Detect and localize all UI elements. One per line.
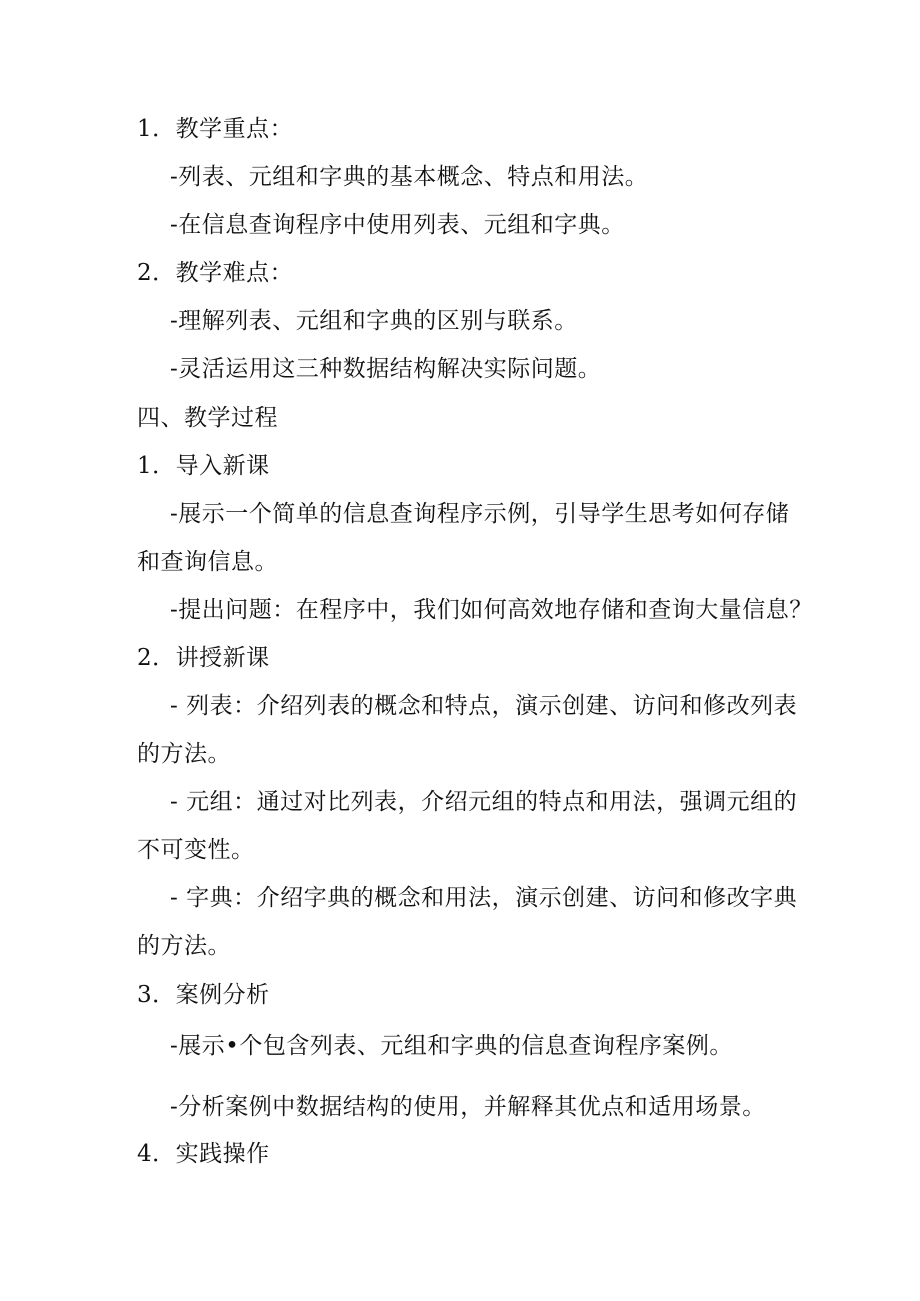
bullet-continuation: 和查询信息。 bbox=[137, 549, 278, 575]
section-heading-key-points: 1．教学重点： bbox=[137, 116, 294, 142]
bullet-item: -理解列表、元组和字典的区别与联系。 bbox=[170, 308, 578, 334]
bullet-item: -展示•个包含列表、元组和字典的信息查询程序案例。 bbox=[170, 1033, 733, 1059]
section-heading-practice: 4．实践操作 bbox=[137, 1141, 270, 1167]
bullet-continuation: 的方法。 bbox=[137, 933, 231, 959]
bullet-item: -提出问题：在程序中，我们如何高效地存储和查询大量信息？ bbox=[170, 597, 813, 623]
bullet-item: -展示一个简单的信息查询程序示例，引导学生思考如何存储 bbox=[170, 501, 790, 527]
section-heading-new-lesson: 2．讲授新课 bbox=[137, 645, 270, 671]
bullet-item: -列表、元组和字典的基本概念、特点和用法。 bbox=[170, 164, 649, 190]
bullet-item: - 列表：介绍列表的概念和特点，演示创建、访问和修改列表 bbox=[170, 693, 798, 719]
bullet-item: -分析案例中数据结构的使用，并解释其优点和适用场景。 bbox=[170, 1094, 766, 1120]
bullet-continuation: 不可变性。 bbox=[137, 837, 255, 863]
chapter-heading-teaching-process: 四、教学过程 bbox=[137, 405, 278, 431]
bullet-item: - 元组：通过对比列表，介绍元组的特点和用法，强调元组的 bbox=[170, 789, 798, 815]
section-heading-case-analysis: 3．案例分析 bbox=[137, 982, 270, 1008]
bullet-item: - 字典：介绍字典的概念和用法，演示创建、访问和修改字典 bbox=[170, 885, 798, 911]
bullet-item: -灵活运用这三种数据结构解决实际问题。 bbox=[170, 356, 602, 382]
section-heading-difficulties: 2．教学难点： bbox=[137, 260, 294, 286]
bullet-continuation: 的方法。 bbox=[137, 741, 231, 767]
section-heading-intro: 1．导入新课 bbox=[137, 453, 270, 479]
bullet-item: -在信息查询程序中使用列表、元组和字典。 bbox=[170, 212, 625, 238]
